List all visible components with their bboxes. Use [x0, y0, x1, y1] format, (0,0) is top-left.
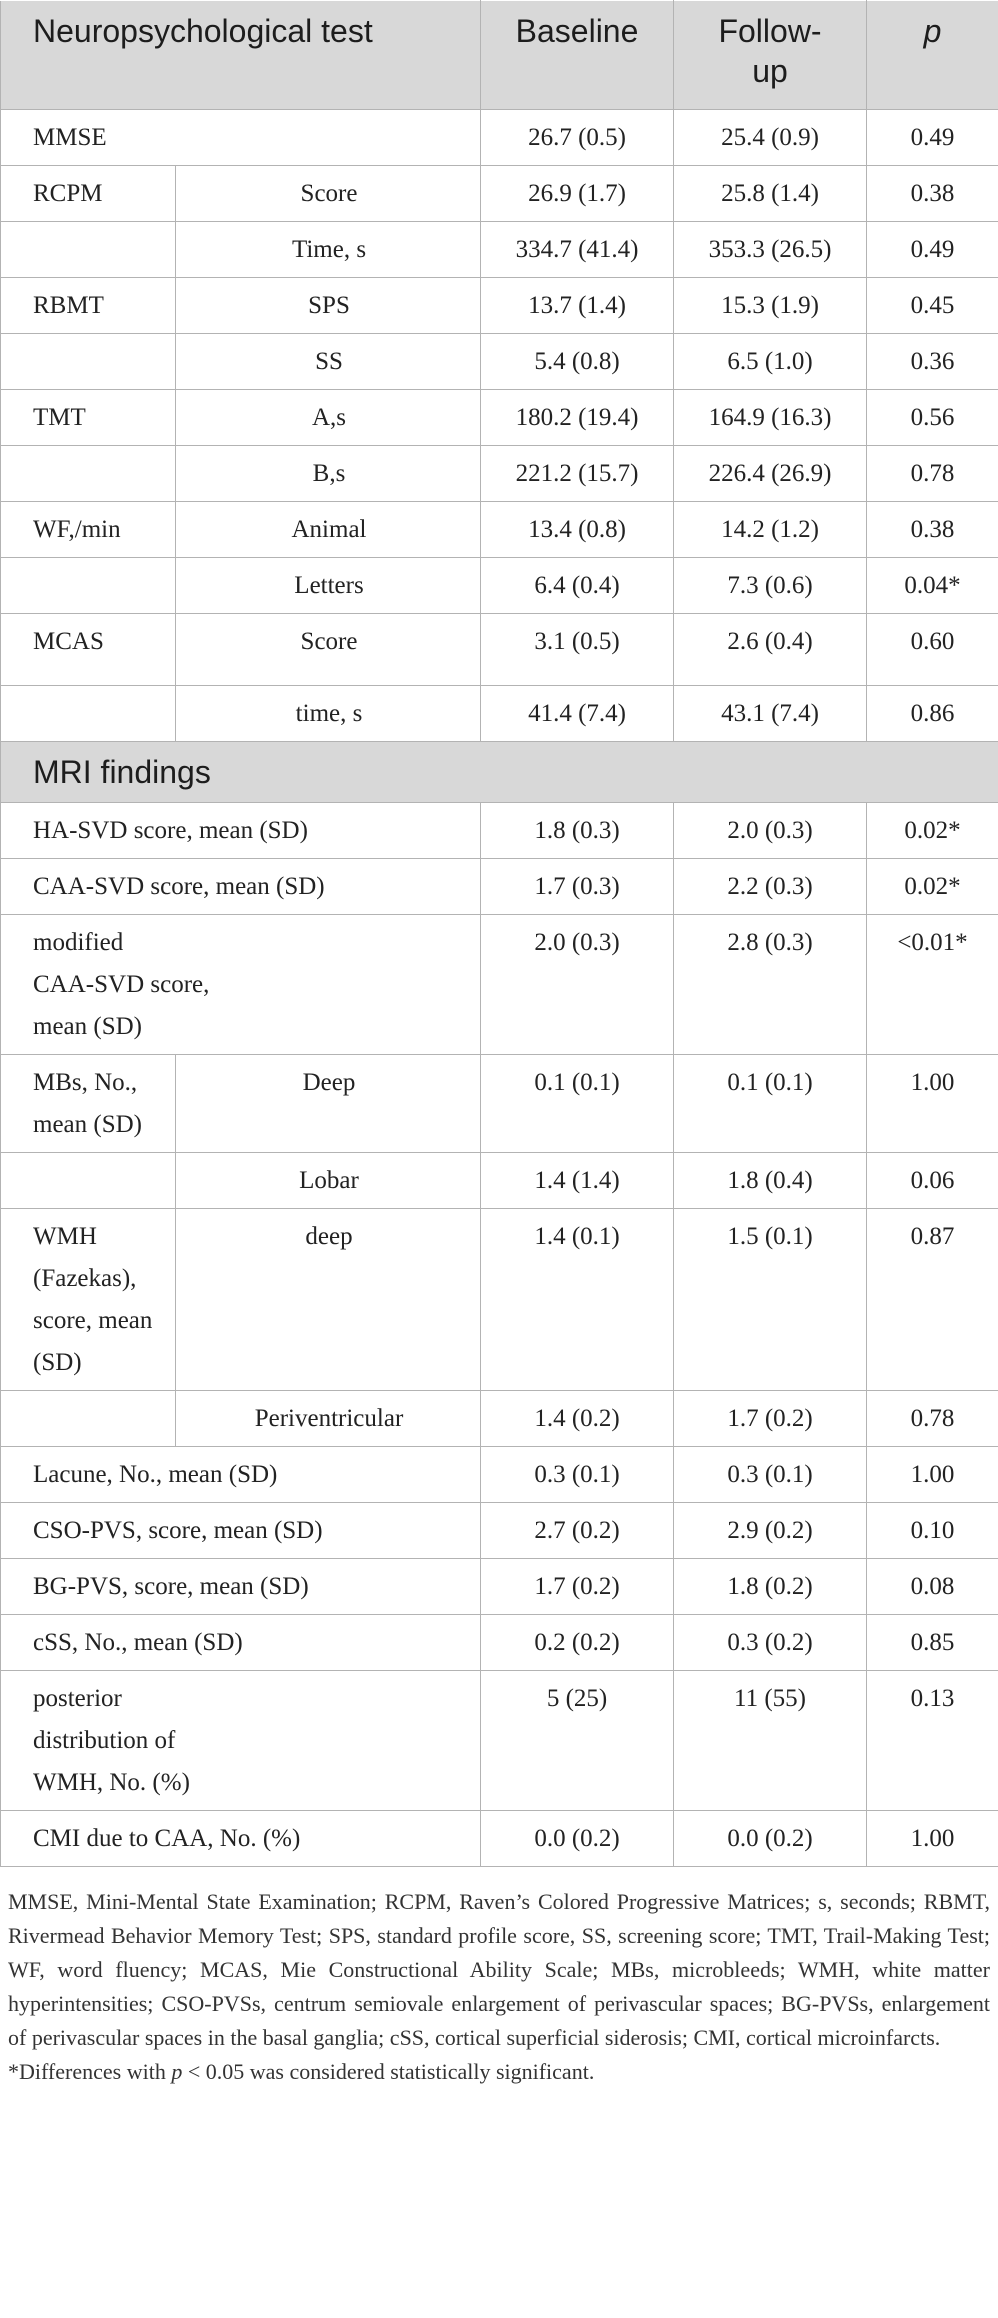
header-test: Neuropsychological test: [1, 1, 481, 110]
table-row: [1, 915, 998, 1055]
row-label: CSO-PVS, score, mean (SD): [1, 1503, 481, 1559]
table-row: [1, 166, 998, 222]
table-row: [1, 1447, 998, 1503]
baseline-value: 13.7 (1.4): [481, 278, 674, 334]
baseline-value: 1.7 (0.2): [481, 1559, 674, 1615]
followup-value: 2.6 (0.4): [674, 614, 867, 686]
row-sublabel: Periventricular: [176, 1391, 481, 1447]
row-sublabel: time, s: [176, 686, 481, 742]
baseline-value: 1.4 (1.4): [481, 1153, 674, 1209]
followup-value: 0.3 (0.1): [674, 1447, 867, 1503]
table-row: [1, 390, 998, 446]
p-value: 0.78: [867, 446, 998, 502]
p-value: 0.02*: [867, 859, 998, 915]
table-row: [1, 1811, 998, 1867]
p-value: 1.00: [867, 1811, 998, 1867]
followup-value: 25.8 (1.4): [674, 166, 867, 222]
followup-value: 0.1 (0.1): [674, 1055, 867, 1153]
row-sublabel: Score: [176, 614, 481, 686]
p-value: 0.04*: [867, 558, 998, 614]
abbreviations-note: MMSE, Mini-Mental State Examination; RCPM, Raven’s Colored Progressive Matrices; s, seconds; RBMT, Rivermead Behavior Memory Test; SPS, standard profile score, SS, screening score; TMT, Trail-Making Test; WF, word fluency; MCAS, Mie Constructional Ability Scale; MBs, microbleeds; WMH, white matter hyperintensities; CSO-PVSs, centrum semiovale enlargement of perivascular spaces; BG-PVSs, enlargement of perivascular spaces in the basal ganglia; cSS, cortical superficial siderosis; CMI, cortical microinfarcts.: [8, 1889, 990, 2050]
row-label: Lacune, No., mean (SD): [1, 1447, 481, 1503]
followup-value: 1.7 (0.2): [674, 1391, 867, 1447]
header-baseline: Baseline: [481, 1, 674, 110]
row-label: CMI due to CAA, No. (%): [1, 1811, 481, 1867]
p-value: 0.87: [867, 1209, 998, 1391]
table-row: [1, 222, 998, 278]
baseline-value: 41.4 (7.4): [481, 686, 674, 742]
row-sublabel: Deep: [176, 1055, 481, 1153]
followup-value: 0.0 (0.2): [674, 1811, 867, 1867]
p-value: 0.10: [867, 1503, 998, 1559]
row-sublabel: Animal: [176, 502, 481, 558]
table-row: [1, 1503, 998, 1559]
table-row: [1, 614, 998, 686]
followup-value: 353.3 (26.5): [674, 222, 867, 278]
significance-prefix: *Differences with: [8, 2059, 172, 2084]
row-sublabel: SS: [176, 334, 481, 390]
row-label: CAA-SVD score, mean (SD): [1, 859, 481, 915]
table-row: [1, 502, 998, 558]
p-value: 0.13: [867, 1671, 998, 1811]
followup-value: 0.3 (0.2): [674, 1615, 867, 1671]
row-sublabel: Time, s: [176, 222, 481, 278]
p-value: 0.49: [867, 222, 998, 278]
significance-note: [8, 2055, 990, 2089]
followup-value: 1.8 (0.4): [674, 1153, 867, 1209]
p-value: 1.00: [867, 1447, 998, 1503]
row-label-empty: [1, 558, 176, 614]
row-sublabel: B,s: [176, 446, 481, 502]
p-value: 0.60: [867, 614, 998, 686]
baseline-value: 26.9 (1.7): [481, 166, 674, 222]
row-label: modified CAA-SVD score, mean (SD): [1, 915, 481, 1055]
table-row: [1, 859, 998, 915]
significance-suffix: < 0.05 was considered statistically significant.: [182, 2059, 595, 2084]
table-row: [1, 1559, 998, 1615]
followup-value: 1.8 (0.2): [674, 1559, 867, 1615]
header-p: p: [867, 1, 998, 110]
baseline-value: 0.1 (0.1): [481, 1055, 674, 1153]
p-value: 0.56: [867, 390, 998, 446]
baseline-value: 1.4 (0.1): [481, 1209, 674, 1391]
p-value: 0.06: [867, 1153, 998, 1209]
row-label-empty: [1, 686, 176, 742]
p-value: 1.00: [867, 1055, 998, 1153]
table-row: [1, 446, 998, 502]
baseline-value: 2.7 (0.2): [481, 1503, 674, 1559]
baseline-value: 13.4 (0.8): [481, 502, 674, 558]
row-label: MBs, No., mean (SD): [1, 1055, 176, 1153]
p-value: <0.01*: [867, 915, 998, 1055]
baseline-value: 5 (25): [481, 1671, 674, 1811]
baseline-value: 1.7 (0.3): [481, 859, 674, 915]
table-row: [1, 334, 998, 390]
baseline-value: 0.2 (0.2): [481, 1615, 674, 1671]
row-label-empty: [1, 1391, 176, 1447]
p-value: 0.36: [867, 334, 998, 390]
p-value: 0.45: [867, 278, 998, 334]
table-row: [1, 803, 998, 859]
row-sublabel: Score: [176, 166, 481, 222]
followup-value: 43.1 (7.4): [674, 686, 867, 742]
row-label: BG-PVS, score, mean (SD): [1, 1559, 481, 1615]
row-label-empty: [1, 446, 176, 502]
baseline-value: 1.4 (0.2): [481, 1391, 674, 1447]
p-value: 0.78: [867, 1391, 998, 1447]
table-row: [1, 1391, 998, 1447]
followup-value: 7.3 (0.6): [674, 558, 867, 614]
followup-value: 226.4 (26.9): [674, 446, 867, 502]
p-value: 0.02*: [867, 803, 998, 859]
row-label: cSS, No., mean (SD): [1, 1615, 481, 1671]
followup-value: 25.4 (0.9): [674, 110, 867, 166]
section-row-mri: [1, 742, 998, 803]
significance-var: p: [171, 2059, 183, 2084]
p-value: 0.86: [867, 686, 998, 742]
row-sublabel: Lobar: [176, 1153, 481, 1209]
row-label: RBMT: [1, 278, 176, 334]
baseline-value: 5.4 (0.8): [481, 334, 674, 390]
row-label: RCPM: [1, 166, 176, 222]
followup-value: 15.3 (1.9): [674, 278, 867, 334]
table-row: [1, 110, 998, 166]
followup-value: 11 (55): [674, 1671, 867, 1811]
header-row: [1, 1, 998, 110]
p-value: 0.85: [867, 1615, 998, 1671]
baseline-value: 3.1 (0.5): [481, 614, 674, 686]
followup-value: 6.5 (1.0): [674, 334, 867, 390]
table-row: [1, 686, 998, 742]
row-label: TMT: [1, 390, 176, 446]
table-footnote: [0, 1867, 998, 2089]
baseline-value: 2.0 (0.3): [481, 915, 674, 1055]
baseline-value: 0.0 (0.2): [481, 1811, 674, 1867]
section-title: MRI findings: [1, 742, 998, 803]
p-value: 0.38: [867, 502, 998, 558]
row-sublabel: Letters: [176, 558, 481, 614]
baseline-value: 0.3 (0.1): [481, 1447, 674, 1503]
table-row: [1, 1615, 998, 1671]
row-sublabel: A,s: [176, 390, 481, 446]
followup-value: 2.0 (0.3): [674, 803, 867, 859]
followup-value: 2.2 (0.3): [674, 859, 867, 915]
row-label-empty: [1, 222, 176, 278]
baseline-value: 180.2 (19.4): [481, 390, 674, 446]
row-sublabel: deep: [176, 1209, 481, 1391]
p-value: 0.38: [867, 166, 998, 222]
baseline-value: 26.7 (0.5): [481, 110, 674, 166]
followup-value: 14.2 (1.2): [674, 502, 867, 558]
table-row: [1, 278, 998, 334]
followup-value: 1.5 (0.1): [674, 1209, 867, 1391]
table-row: [1, 1209, 998, 1391]
baseline-value: 221.2 (15.7): [481, 446, 674, 502]
followup-value: 164.9 (16.3): [674, 390, 867, 446]
baseline-value: 334.7 (41.4): [481, 222, 674, 278]
table-row: [1, 558, 998, 614]
row-label: MCAS: [1, 614, 176, 686]
followup-value: 2.8 (0.3): [674, 915, 867, 1055]
row-label: HA-SVD score, mean (SD): [1, 803, 481, 859]
row-label: WMH (Fazekas), score, mean (SD): [1, 1209, 176, 1391]
row-label: WF,/min: [1, 502, 176, 558]
row-label-empty: [1, 1153, 176, 1209]
followup-value: 2.9 (0.2): [674, 1503, 867, 1559]
row-label-empty: [1, 334, 176, 390]
header-followup: Follow- up: [674, 1, 867, 110]
table-row: [1, 1671, 998, 1811]
row-sublabel: SPS: [176, 278, 481, 334]
table-row: [1, 1055, 998, 1153]
p-value: 0.49: [867, 110, 998, 166]
baseline-value: 6.4 (0.4): [481, 558, 674, 614]
p-value: 0.08: [867, 1559, 998, 1615]
table-row: [1, 1153, 998, 1209]
baseline-value: 1.8 (0.3): [481, 803, 674, 859]
row-label: posterior distribution of WMH, No. (%): [1, 1671, 481, 1811]
row-label: MMSE: [1, 110, 481, 166]
